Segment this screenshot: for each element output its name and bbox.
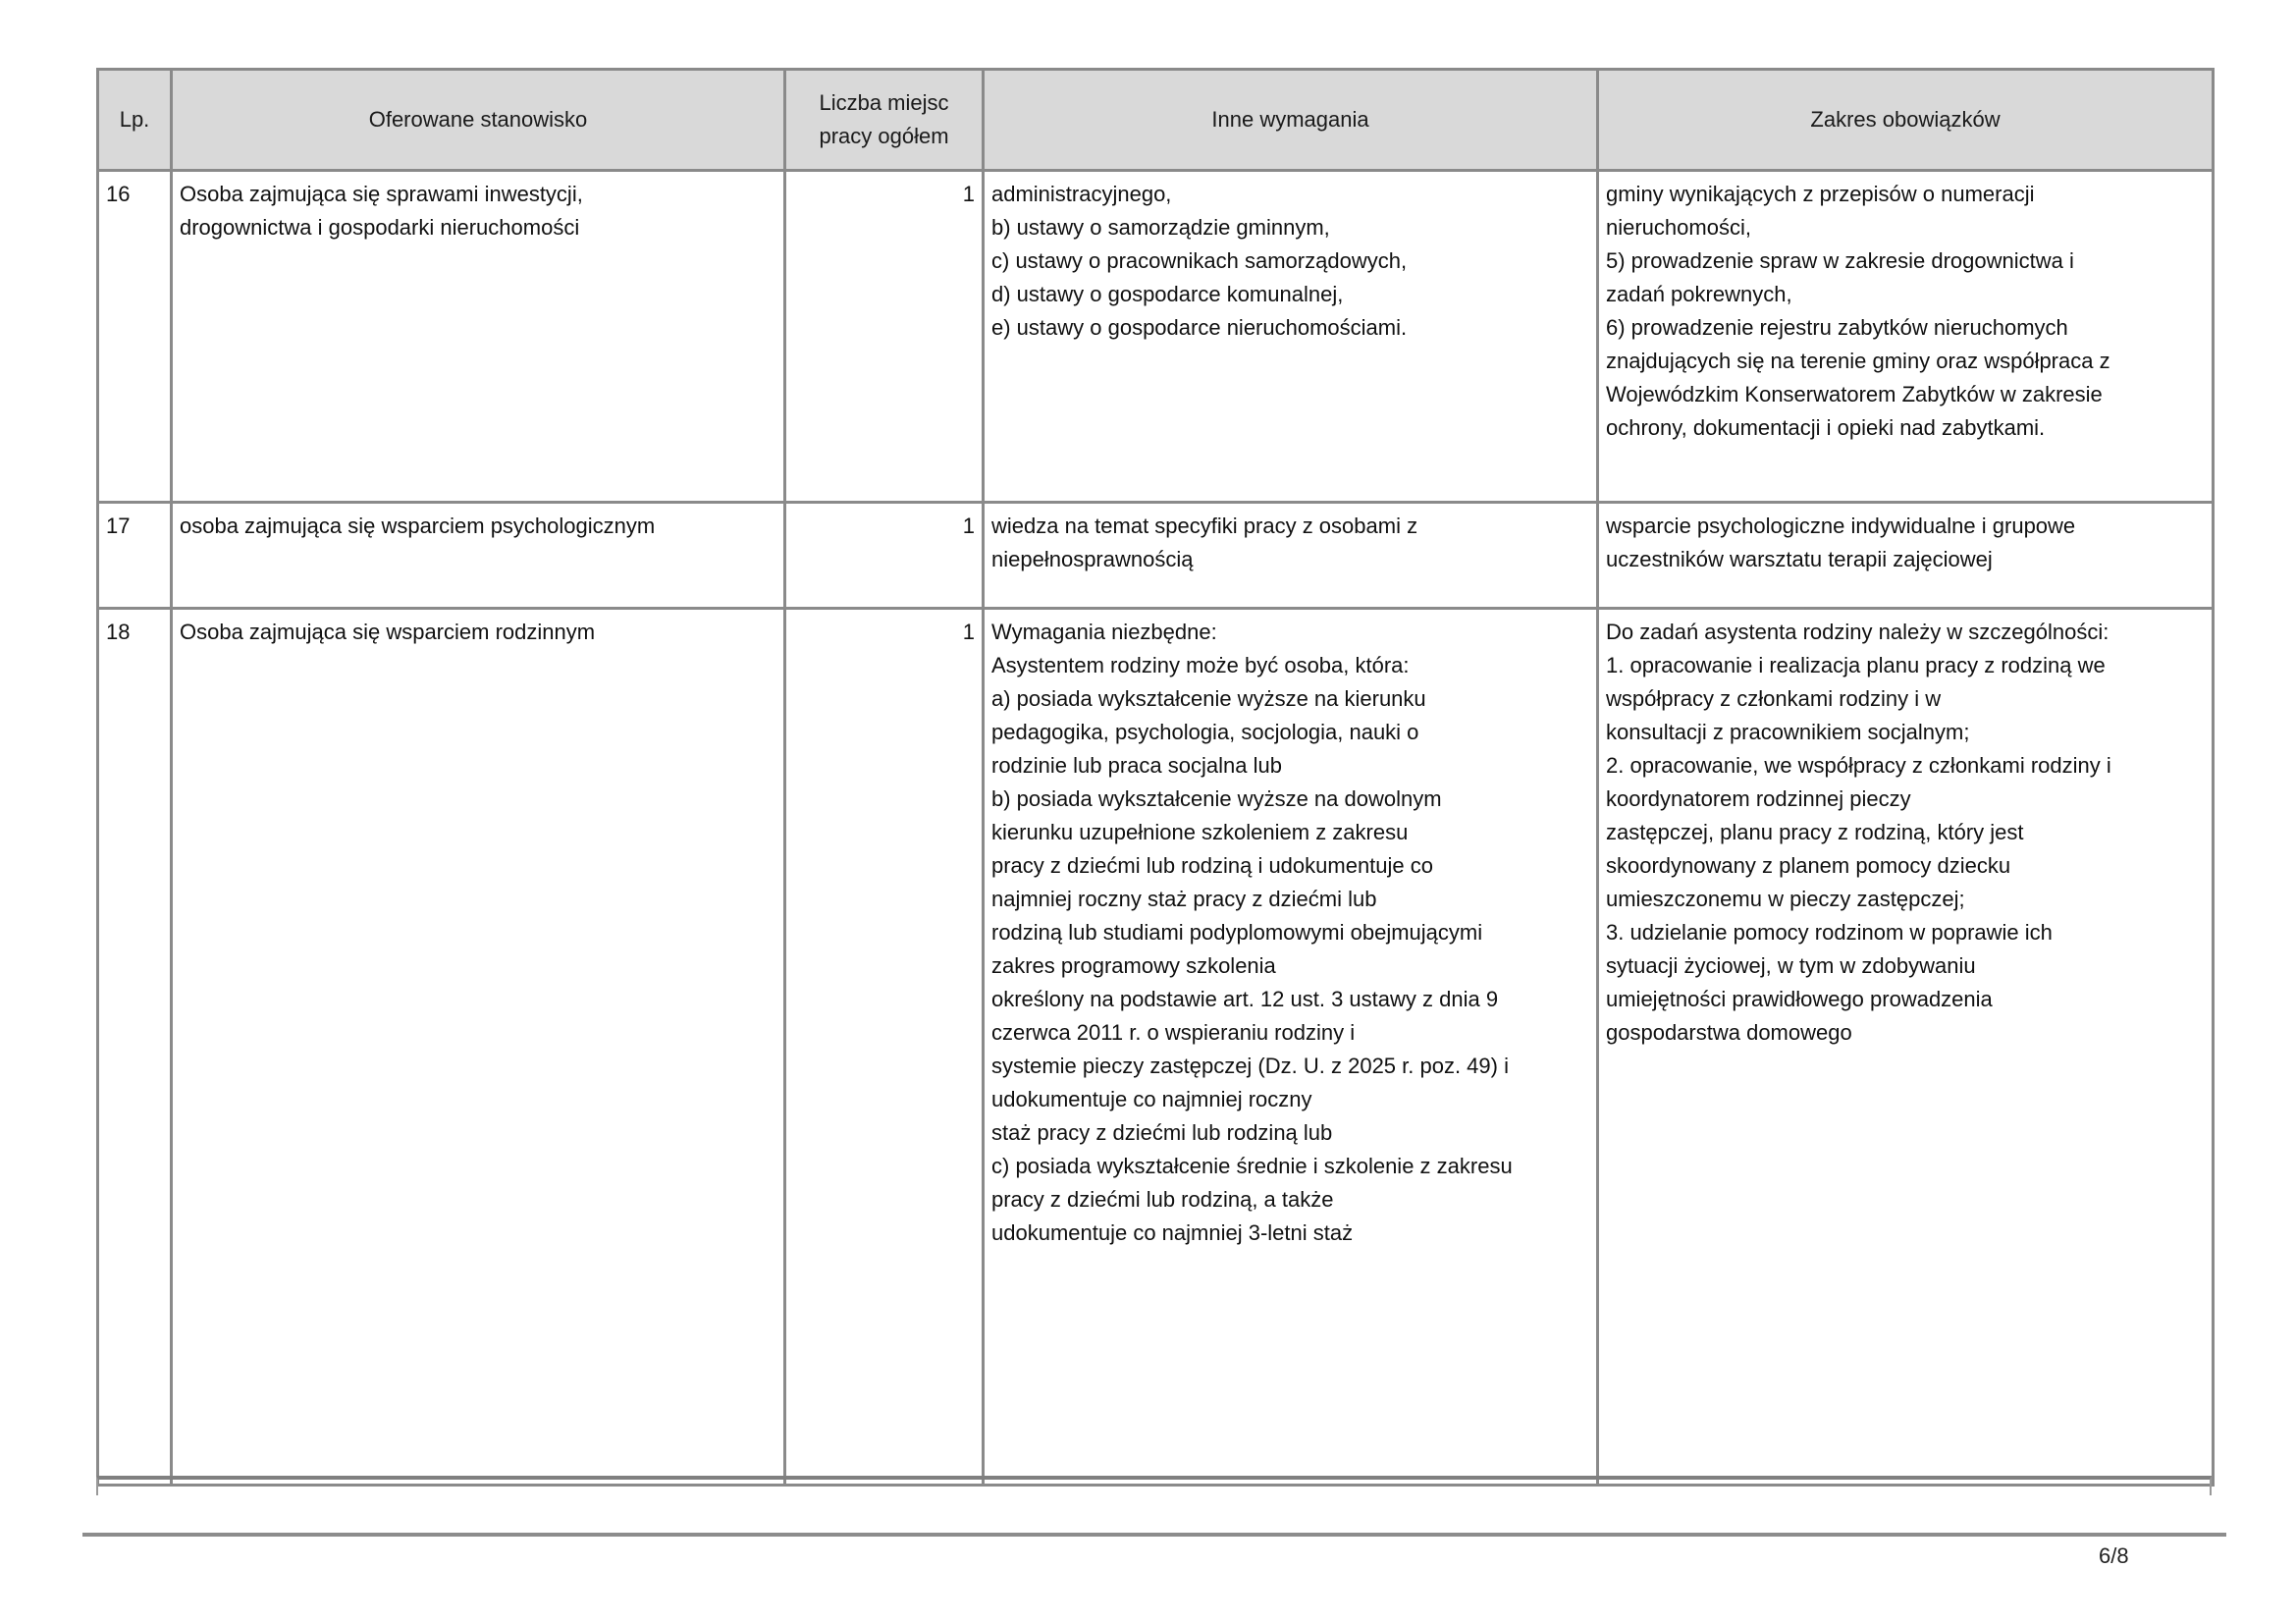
header-lp: Lp. xyxy=(98,70,172,171)
cell-count: 1 xyxy=(785,171,984,503)
duty-line: gospodarstwa domowego xyxy=(1606,1020,1852,1045)
duty-line: sytuacji życiowej, w tym w zdobywaniu xyxy=(1606,953,1976,978)
requirement-line: określony na podstawie art. 12 ust. 3 ustawy z dnia 9 xyxy=(991,987,1499,1011)
duty-line: zadań pokrewnych, xyxy=(1606,282,1792,306)
requirement-line: najmniej roczny staż pracy z dziećmi lub xyxy=(991,887,1377,911)
requirement-line: c) ustawy o pracownikach samorządowych, xyxy=(991,248,1408,273)
cell-position xyxy=(172,171,785,503)
requirement-line: udokumentuje co najmniej roczny xyxy=(991,1087,1312,1111)
cell-lp: 18 xyxy=(98,609,172,1486)
table-row xyxy=(98,503,2214,609)
duty-line: wsparcie psychologiczne indywidualne i grupowe xyxy=(1606,514,2076,538)
page-number: 6/8 xyxy=(2099,1543,2129,1568)
duty-line: 1. opracowanie i realizacja planu pracy z rodziną we xyxy=(1606,653,2106,677)
cell-requirements xyxy=(984,609,1598,1486)
requirement-line: e) ustawy o gospodarce nieruchomościami. xyxy=(991,315,1408,340)
position-line: Osoba zajmująca się sprawami inwestycji, xyxy=(180,182,583,206)
requirement-line: staż pracy z dziećmi lub rodziną lub xyxy=(991,1120,1333,1145)
job-offers-table xyxy=(96,68,2215,1487)
requirement-line: Asystentem rodziny może być osoba, która: xyxy=(991,653,1410,677)
duty-line: Wojewódzkim Konserwatorem Zabytków w zakresie xyxy=(1606,382,2103,406)
duty-line: umieszczonemu w pieczy zastępczej; xyxy=(1606,887,1965,911)
cell-count: 1 xyxy=(785,609,984,1486)
requirement-line: niepełnosprawnością xyxy=(991,547,1194,571)
header-position: Oferowane stanowisko xyxy=(172,70,785,171)
duty-line: umiejętności prawidłowego prowadzenia xyxy=(1606,987,1993,1011)
duty-line: zastępczej, planu pracy z rodziną, który jest xyxy=(1606,820,2024,844)
requirement-line: b) ustawy o samorządzie gminnym, xyxy=(991,215,1330,240)
requirement-line: c) posiada wykształcenie średnie i szkolenie z zakresu xyxy=(991,1154,1513,1178)
duty-line: uczestników warsztatu terapii zajęciowej xyxy=(1606,547,1993,571)
requirement-line: udokumentuje co najmniej 3-letni staż xyxy=(991,1220,1354,1245)
position-line: drogownictwa i gospodarki nieruchomości xyxy=(180,215,580,240)
table-continuation xyxy=(96,1476,2212,1495)
header-requirements: Inne wymagania xyxy=(984,70,1598,171)
position-line: Osoba zajmująca się wsparciem rodzinnym xyxy=(180,620,596,644)
requirement-line: czerwca 2011 r. o wspieraniu rodziny i xyxy=(991,1020,1356,1045)
position-line: osoba zajmująca się wsparciem psychologicznym xyxy=(180,514,656,538)
duty-line: koordynatorem rodzinnej pieczy xyxy=(1606,786,1911,811)
duty-line: 5) prowadzenie spraw w zakresie drogownictwa i xyxy=(1606,248,2074,273)
requirement-line: zakres programowy szkolenia xyxy=(991,953,1276,978)
duty-line: nieruchomości, xyxy=(1606,215,1751,240)
duty-line: ochrony, dokumentacji i opieki nad zabytkami. xyxy=(1606,415,2046,440)
requirement-line: pracy z dziećmi lub rodziną, a także xyxy=(991,1187,1334,1212)
requirement-line: systemie pieczy zastępczej (Dz. U. z 2025 r. poz. 49) i xyxy=(991,1054,1509,1078)
cell-count: 1 xyxy=(785,503,984,609)
requirement-line: administracyjnego, xyxy=(991,182,1172,206)
duty-line: znajdujących się na terenie gminy oraz współpraca z xyxy=(1606,349,2110,373)
requirement-line: Wymagania niezbędne: xyxy=(991,620,1217,644)
cell-position xyxy=(172,609,785,1486)
requirement-line: d) ustawy o gospodarce komunalnej, xyxy=(991,282,1344,306)
header-count-line2: pracy ogółem xyxy=(819,124,949,148)
header-count-line1: Liczba miejsc xyxy=(819,90,949,115)
requirement-line: wiedza na temat specyfiki pracy z osobami z xyxy=(991,514,1418,538)
requirement-line: a) posiada wykształcenie wyższe na kierunku xyxy=(991,686,1426,711)
table-header-row xyxy=(98,70,2214,171)
requirement-line: pedagogika, psychologia, socjologia, nauki o xyxy=(991,720,1419,744)
footer-divider xyxy=(82,1533,2226,1537)
duty-line: 2. opracowanie, we współpracy z członkami rodziny i xyxy=(1606,753,2111,778)
duty-line: skoordynowany z planem pomocy dziecku xyxy=(1606,853,2011,878)
cell-duties xyxy=(1598,609,2214,1486)
duty-line: 3. udzielanie pomocy rodzinom w poprawie ich xyxy=(1606,920,2053,945)
requirement-line: pracy z dziećmi lub rodziną i udokumentuje co xyxy=(991,853,1434,878)
header-duties: Zakres obowiązków xyxy=(1598,70,2214,171)
cell-lp: 16 xyxy=(98,171,172,503)
requirement-line: kierunku uzupełnione szkoleniem z zakresu xyxy=(991,820,1409,844)
duty-line: konsultacji z pracownikiem socjalnym; xyxy=(1606,720,1970,744)
cell-duties xyxy=(1598,171,2214,503)
duty-line: Do zadań asystenta rodziny należy w szczególności: xyxy=(1606,620,2109,644)
cell-lp: 17 xyxy=(98,503,172,609)
cell-position xyxy=(172,503,785,609)
cell-requirements xyxy=(984,171,1598,503)
header-count xyxy=(785,70,984,171)
cell-requirements xyxy=(984,503,1598,609)
requirement-line: rodziną lub studiami podyplomowymi obejmującymi xyxy=(991,920,1483,945)
requirement-line: rodzinie lub praca socjalna lub xyxy=(991,753,1282,778)
table-row xyxy=(98,171,2214,503)
table-row xyxy=(98,609,2214,1486)
duty-line: współpracy z członkami rodziny i w xyxy=(1606,686,1942,711)
requirement-line: b) posiada wykształcenie wyższe na dowolnym xyxy=(991,786,1442,811)
cell-duties xyxy=(1598,503,2214,609)
duty-line: 6) prowadzenie rejestru zabytków nieruchomych xyxy=(1606,315,2068,340)
duty-line: gminy wynikających z przepisów o numeracji xyxy=(1606,182,2035,206)
